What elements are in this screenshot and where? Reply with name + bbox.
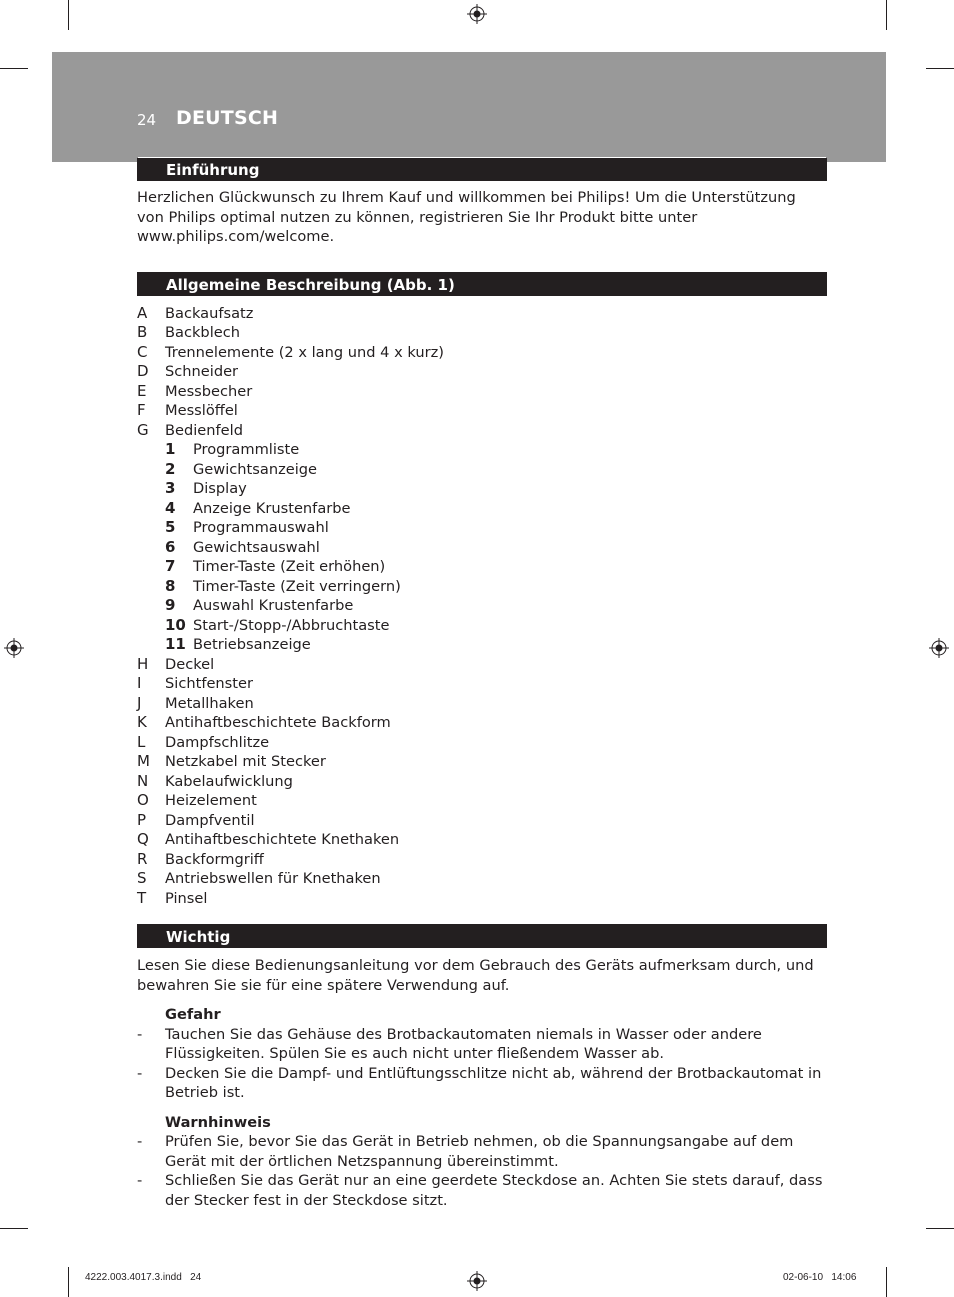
warning-item: - Schließen Sie das Gerät nur an eine geerdete Steckdose an. Achten Sie stets darauf, dass der Stecker fest in der Steckdose sitzt.	[137, 1172, 823, 1209]
crop-mark	[0, 68, 28, 69]
list-item: G Bedienfeld	[137, 420, 243, 439]
list-item: J Metallhaken	[137, 693, 254, 712]
registration-mark-icon	[929, 638, 949, 658]
parts-list	[137, 304, 827, 909]
list-item: M Netzkabel mit Stecker	[137, 752, 326, 770]
sub-list-item: 4 Anzeige Krustenfarbe	[165, 498, 351, 517]
crop-mark	[68, 0, 69, 30]
sub-list-item: 8 Timer-Taste (Zeit verringern)	[165, 576, 401, 595]
list-item: A Backaufsatz	[137, 303, 254, 322]
section-title-intro: Einführung	[137, 157, 827, 181]
registration-mark-icon	[467, 1271, 487, 1291]
danger-heading: Gefahr	[165, 1006, 221, 1023]
sub-list-item: 7 Timer-Taste (Zeit erhöhen)	[165, 557, 386, 575]
list-item: Q Antihaftbeschichtete Knethaken	[137, 830, 400, 848]
section-title-description: Allgemeine Beschreibung (Abb. 1)	[137, 272, 827, 296]
crop-mark	[926, 1228, 954, 1229]
warning-item: - Prüfen Sie, bevor Sie das Gerät in Betrieb nehmen, ob die Spannungsangabe auf dem Gerät mit der örtlichen Netzspannung übereinstimmt.	[137, 1133, 794, 1170]
language-title: DEUTSCH	[176, 107, 279, 129]
sub-list-item: 10 Start-/Stopp-/Abbruchtaste	[165, 615, 390, 634]
list-item: C Trennelemente (2 x lang und 4 x kurz)	[137, 342, 444, 361]
warning-heading: Warnhinweis	[165, 1113, 271, 1131]
sub-list-item: 6 Gewichtsauswahl	[165, 537, 320, 556]
list-item: B Backblech	[137, 323, 240, 341]
list-item: H Deckel	[137, 654, 215, 673]
page-content	[137, 157, 827, 1210]
list-item: N Kabelaufwicklung	[137, 771, 293, 790]
important-text: Lesen Sie diese Bedienungsanleitung vor dem Gebrauch des Geräts aufmerksam durch, und bewahren Sie sie für eine spätere Verwendung auf.	[137, 957, 814, 994]
registration-mark-icon	[467, 4, 487, 24]
sub-list-item: 11 Betriebsanzeige	[165, 635, 311, 653]
section-title-important: Wichtig	[137, 924, 827, 948]
sub-list-item: 5 Programmauswahl	[165, 518, 329, 536]
list-item: P Dampfventil	[137, 810, 255, 829]
crop-mark	[886, 0, 887, 30]
sub-list-item: 3 Display	[165, 479, 247, 497]
sub-list-item: 9 Auswahl Krustenfarbe	[165, 596, 354, 614]
footer-date: 02-06-10 14:06	[783, 1272, 857, 1283]
list-item: K Antihaftbeschichtete Backform	[137, 713, 391, 731]
crop-mark	[886, 1267, 887, 1297]
footer-file: 4222.003.4017.3.indd 24	[85, 1272, 202, 1283]
list-item: R Backformgriff	[137, 849, 264, 868]
list-item: L Dampfschlitze	[137, 732, 270, 751]
list-item: D Schneider	[137, 362, 239, 380]
crop-mark	[926, 68, 954, 69]
intro-text: Herzlichen Glückwunsch zu Ihrem Kauf und willkommen bei Philips! Um die Unterstützung von Philips optimal nutzen zu können, registrieren Sie Ihr Produkt bitte unter www.philips.com/welcome.	[137, 189, 796, 245]
danger-item: - Tauchen Sie das Gehäuse des Brotbackautomaten niemals in Wasser oder andere Flüssigkeiten. Spülen Sie es auch nicht unter fließendem Wasser ab.	[137, 1025, 762, 1062]
danger-item: - Decken Sie die Dampf- und Entlüftungsschlitze nicht ab, während der Brotbackautomat in Betrieb ist.	[137, 1064, 822, 1101]
list-item: T Pinsel	[137, 888, 208, 907]
crop-mark	[68, 1267, 69, 1297]
list-item: F Messlöffel	[137, 401, 238, 419]
sub-list-item: 1 Programmliste	[165, 440, 300, 458]
crop-mark	[0, 1228, 28, 1229]
page-number: 24	[137, 111, 157, 129]
list-item: E Messbecher	[137, 381, 253, 400]
registration-mark-icon	[4, 638, 24, 658]
list-item: I Sichtfenster	[137, 674, 253, 692]
sub-list-item: 2 Gewichtsanzeige	[165, 459, 318, 478]
list-item: S Antriebswellen für Knethaken	[137, 869, 381, 887]
list-item: O Heizelement	[137, 791, 257, 809]
